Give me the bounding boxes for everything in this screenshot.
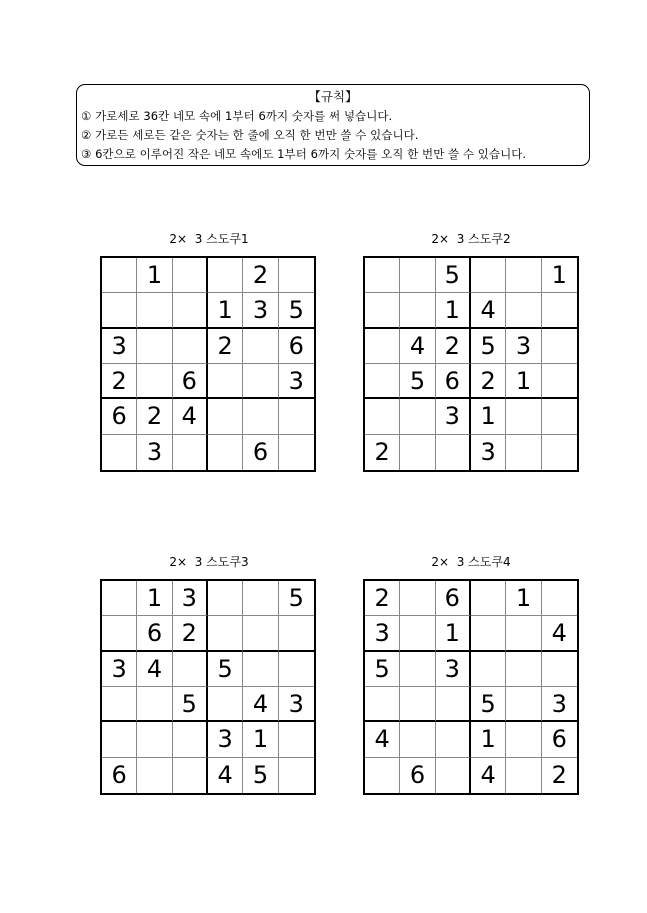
- sudoku-cell: [542, 652, 577, 687]
- sudoku-cell: [365, 329, 400, 364]
- sudoku-cell: [471, 258, 506, 293]
- sudoku-cell: 3: [102, 652, 137, 687]
- sudoku-cell: 6: [243, 435, 278, 470]
- sudoku-cell: [137, 758, 172, 793]
- sudoku-cell: 4: [173, 399, 208, 434]
- sudoku-cell: [279, 722, 314, 757]
- sudoku-cell: 4: [243, 687, 278, 722]
- sudoku-cell: [542, 364, 577, 399]
- sudoku-cell: 2: [102, 364, 137, 399]
- sudoku-cell: 5: [365, 652, 400, 687]
- sudoku-cell: [400, 687, 435, 722]
- sudoku-cell: [436, 687, 471, 722]
- sudoku-cell: [173, 652, 208, 687]
- sudoku-cell: [436, 722, 471, 757]
- sudoku-cell: [279, 258, 314, 293]
- sudoku-cell: [400, 293, 435, 328]
- sudoku-cell: 4: [137, 652, 172, 687]
- sudoku-cell: [542, 329, 577, 364]
- rule-1: ① 가로세로 36칸 네모 속에 1부터 6까지 숫자를 써 넣습니다.: [81, 109, 393, 123]
- sudoku-cell: 6: [542, 722, 577, 757]
- sudoku-cell: [279, 399, 314, 434]
- sudoku-cell: [436, 435, 471, 470]
- sudoku-cell: [102, 293, 137, 328]
- sudoku-cell: 5: [279, 293, 314, 328]
- sudoku-cell: [102, 581, 137, 616]
- sudoku-cell: 5: [279, 581, 314, 616]
- sudoku-cell: [137, 293, 172, 328]
- sudoku-cell: [208, 616, 243, 651]
- sudoku-cell: [365, 293, 400, 328]
- sudoku-cell: 5: [471, 687, 506, 722]
- sudoku-cell: 1: [208, 293, 243, 328]
- sudoku-cell: 3: [436, 399, 471, 434]
- sudoku-cell: [471, 616, 506, 651]
- sudoku-cell: 1: [436, 616, 471, 651]
- sudoku-cell: 3: [243, 293, 278, 328]
- sudoku-cell: [542, 435, 577, 470]
- sudoku-cell: [208, 364, 243, 399]
- sudoku-cell: [102, 258, 137, 293]
- sudoku-cell: [173, 258, 208, 293]
- sudoku-cell: 6: [173, 364, 208, 399]
- sudoku-cell: 1: [506, 581, 541, 616]
- sudoku-cell: [102, 687, 137, 722]
- sudoku-cell: [243, 616, 278, 651]
- sudoku-cell: [208, 581, 243, 616]
- sudoku-cell: 3: [102, 329, 137, 364]
- sudoku-cell: 1: [471, 722, 506, 757]
- sudoku-cell: [506, 435, 541, 470]
- sudoku-cell: 1: [506, 364, 541, 399]
- sudoku-cell: [173, 758, 208, 793]
- sudoku-cell: 2: [365, 581, 400, 616]
- sudoku-cell: [506, 652, 541, 687]
- rules-title: 【규칙】: [308, 89, 358, 104]
- sudoku-cell: 2: [173, 616, 208, 651]
- sudoku-cell: 3: [173, 581, 208, 616]
- sudoku-cell: 3: [506, 329, 541, 364]
- sudoku-cell: [208, 399, 243, 434]
- puzzle-4-title: 2× 3 스도쿠4: [431, 555, 511, 569]
- sudoku-cell: [365, 258, 400, 293]
- sudoku-cell: [542, 581, 577, 616]
- sudoku-cell: [400, 616, 435, 651]
- sudoku-cell: 3: [137, 435, 172, 470]
- sudoku-cell: 6: [102, 399, 137, 434]
- puzzle-3-title: 2× 3 스도쿠3: [169, 555, 249, 569]
- sudoku-cell: [400, 722, 435, 757]
- sudoku-cell: [102, 616, 137, 651]
- sudoku-cell: 4: [365, 722, 400, 757]
- sudoku-cell: [243, 399, 278, 434]
- sudoku-cell: 3: [542, 687, 577, 722]
- sudoku-cell: 1: [542, 258, 577, 293]
- sudoku-cell: [506, 687, 541, 722]
- sudoku-cell: [173, 435, 208, 470]
- sudoku-cell: 3: [436, 652, 471, 687]
- sudoku-cell: [400, 258, 435, 293]
- sudoku-cell: 5: [243, 758, 278, 793]
- sudoku-cell: [471, 581, 506, 616]
- sudoku-cell: 2: [243, 258, 278, 293]
- rule-3: ③ 6칸으로 이루어진 작은 네모 속에도 1부터 6까지 숫자를 오직 한 번만 쓸 수 있습니다.: [81, 147, 527, 161]
- sudoku-cell: [208, 687, 243, 722]
- sudoku-cell: [279, 652, 314, 687]
- sudoku-cell: [137, 687, 172, 722]
- sudoku-cell: [365, 364, 400, 399]
- sudoku-grid-1: [100, 256, 316, 472]
- sudoku-cell: 4: [471, 293, 506, 328]
- sudoku-cell: [506, 293, 541, 328]
- sudoku-cell: 4: [400, 329, 435, 364]
- sudoku-cell: 2: [436, 329, 471, 364]
- sudoku-cell: [471, 652, 506, 687]
- sudoku-cell: 3: [208, 722, 243, 757]
- sudoku-cell: 4: [542, 616, 577, 651]
- sudoku-cell: 6: [279, 329, 314, 364]
- sudoku-cell: [400, 652, 435, 687]
- sudoku-cell: [137, 722, 172, 757]
- sudoku-cell: 3: [279, 364, 314, 399]
- sudoku-cell: [279, 758, 314, 793]
- sudoku-cell: 5: [400, 364, 435, 399]
- sudoku-cell: [102, 435, 137, 470]
- sudoku-cell: [243, 581, 278, 616]
- sudoku-cell: [506, 258, 541, 293]
- sudoku-cell: 3: [279, 687, 314, 722]
- sudoku-cell: 3: [471, 435, 506, 470]
- sudoku-cell: [137, 364, 172, 399]
- sudoku-cell: [436, 758, 471, 793]
- sudoku-cell: 2: [208, 329, 243, 364]
- sudoku-cell: [400, 435, 435, 470]
- sudoku-cell: [102, 722, 137, 757]
- puzzle-1-title: 2× 3 스도쿠1: [169, 232, 249, 246]
- sudoku-cell: 6: [436, 581, 471, 616]
- sudoku-cell: [279, 435, 314, 470]
- sudoku-grid-2: [363, 256, 579, 472]
- sudoku-cell: [506, 758, 541, 793]
- sudoku-cell: 6: [102, 758, 137, 793]
- sudoku-cell: 4: [471, 758, 506, 793]
- sudoku-cell: [400, 581, 435, 616]
- sudoku-cell: 6: [137, 616, 172, 651]
- sudoku-cell: 1: [137, 258, 172, 293]
- sudoku-cell: [542, 399, 577, 434]
- sudoku-cell: [208, 258, 243, 293]
- sudoku-cell: 2: [551, 761, 567, 790]
- sudoku-cell: [400, 399, 435, 434]
- sudoku-cell: 6: [436, 364, 471, 399]
- rule-2: ② 가로든 세로든 같은 숫자는 한 줄에 오직 한 번만 쓸 수 있습니다.: [81, 128, 419, 142]
- sudoku-cell: [279, 616, 314, 651]
- puzzle-2-title: 2× 3 스도쿠2: [431, 232, 511, 246]
- rules-box: [76, 84, 590, 166]
- sudoku-cell: 1: [243, 722, 278, 757]
- sudoku-cell: [506, 722, 541, 757]
- sudoku-grid-3: [100, 579, 316, 795]
- sudoku-cell: 1: [471, 399, 506, 434]
- sudoku-cell: 5: [173, 687, 208, 722]
- sudoku-cell: [365, 399, 400, 434]
- sudoku-cell: [365, 758, 400, 793]
- sudoku-cell: 1: [137, 581, 172, 616]
- sudoku-cell: [243, 329, 278, 364]
- sudoku-cell: 2: [137, 399, 172, 434]
- sudoku-cell: [506, 399, 541, 434]
- sudoku-cell: 6: [400, 758, 435, 793]
- sudoku-cell: 5: [208, 652, 243, 687]
- sudoku-cell: 1: [436, 293, 471, 328]
- sudoku-cell: 3: [365, 616, 400, 651]
- sudoku-cell: [173, 329, 208, 364]
- sudoku-cell: 5: [436, 258, 471, 293]
- sudoku-cell: 4: [208, 758, 243, 793]
- sudoku-cell: [137, 329, 172, 364]
- sudoku-cell: [208, 435, 243, 470]
- sudoku-cell: [243, 364, 278, 399]
- sudoku-cell: [243, 652, 278, 687]
- sudoku-cell: 2: [365, 435, 400, 470]
- sudoku-cell: [365, 687, 400, 722]
- sudoku-cell: [542, 293, 577, 328]
- sudoku-cell: [173, 293, 208, 328]
- sudoku-grid-4: [363, 579, 579, 795]
- sudoku-cell: [506, 616, 541, 651]
- sudoku-cell: 2: [471, 364, 506, 399]
- sudoku-cell: [173, 722, 208, 757]
- sudoku-cell: 5: [471, 329, 506, 364]
